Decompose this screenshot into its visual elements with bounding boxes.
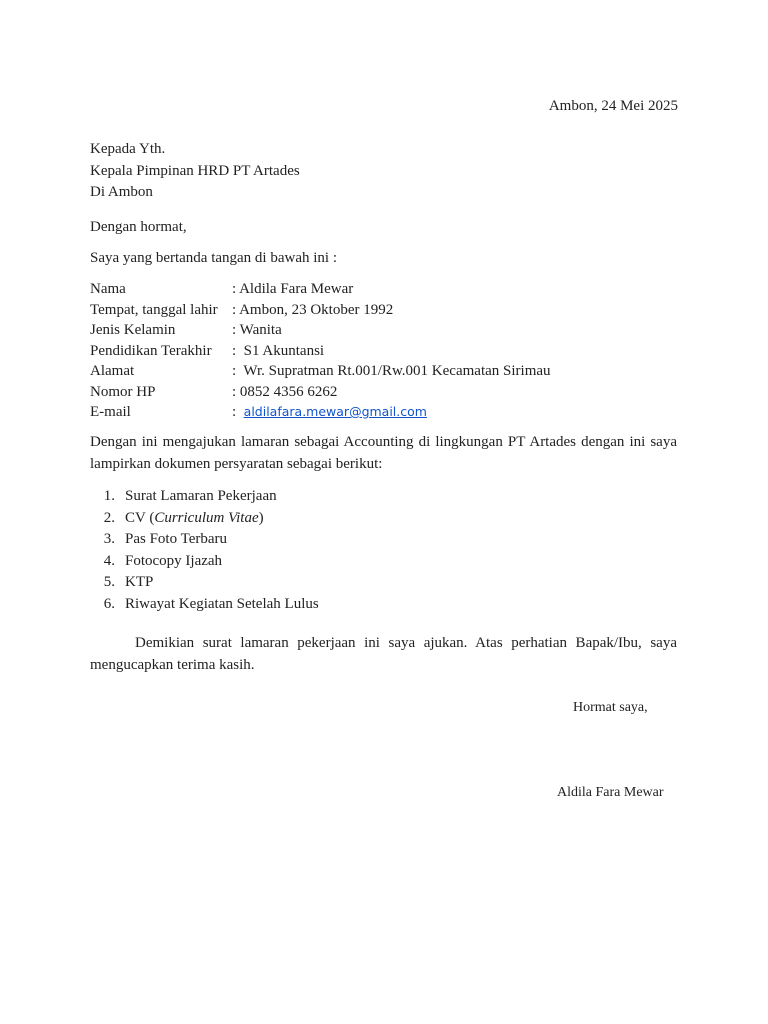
list-text-suffix: ) [258,509,264,526]
greeting: Dengan hormat, [90,219,187,235]
data-row-birth [90,300,690,321]
data-value: : Aldila Fara Mewar [232,281,354,297]
list-text: Surat Lamaran Pekerjaan [125,488,277,504]
recipient-line-1: Kepada Yth. [90,141,166,157]
closing-text: Demikian surat lamaran pekerjaan ini saya ajukan. Atas perhatian Bapak/Ibu, saya mengucapkan terima kasih. [90,635,677,673]
data-row-address [90,361,690,382]
data-row-gender [90,320,690,341]
letter-date: Ambon, 24 Mei 2025 [548,98,678,114]
list-number: 6. [103,595,115,612]
list-text: KTP [125,574,154,591]
list-item [90,572,319,594]
data-value: : Wanita [232,322,282,338]
list-text-prefix: CV ( [125,509,155,526]
intro-sentence: Saya yang bertanda tangan di bawah ini : [90,250,338,266]
data-row-education [90,341,690,362]
email-separator: : [232,404,237,420]
applicant-data-table [90,279,690,423]
closing-paragraph [90,632,677,676]
list-text [125,508,264,530]
data-row-email [90,402,690,423]
list-number: 4. [103,552,115,569]
signer-name: Aldila Fara Mewar [557,785,664,800]
application-paragraph: Dengan ini mengajukan lamaran sebagai Accounting di lingkungan PT Artades dengan ini saya lampirkan dokumen persyaratan sebagai berikut: [90,434,677,472]
data-label: Alamat [90,363,135,379]
list-number: 1. [103,488,115,504]
regards-text: Hormat saya, [573,700,648,715]
data-row-name [90,279,690,300]
data-value: : 0852 4356 6262 [232,383,338,400]
data-label: Pendidikan Terakhir [90,342,212,359]
recipient-block [90,139,300,204]
email-link[interactable]: aldilafara.mewar@gmail.com [243,404,427,419]
data-label: Nomor HP [90,383,156,400]
list-item [90,508,319,530]
data-value [232,402,427,423]
list-number: 3. [103,531,115,548]
list-item [90,551,319,573]
list-item [90,486,319,508]
list-item [90,529,319,551]
data-row-phone [90,382,690,403]
data-label: Tempat, tanggal lahir [90,301,218,318]
data-value: : S1 Akuntansi [232,342,325,359]
data-value: : Ambon, 23 Oktober 1992 [232,301,394,318]
list-text: Pas Foto Terbaru [125,531,227,548]
documents-list [90,486,319,616]
data-label: Jenis Kelamin [90,322,176,338]
list-number: 2. [103,509,115,526]
recipient-line-2: Kepala Pimpinan HRD PT Artades [90,162,300,179]
list-number: 5. [103,574,115,591]
data-label: Nama [90,281,126,297]
list-text-italic: Curriculum Vitae [154,509,259,526]
list-text: Fotocopy Ijazah [125,552,223,569]
data-value: : Wr. Supratman Rt.001/Rw.001 Kecamatan Sirimau [232,363,551,379]
data-label: E-mail [90,404,131,420]
list-item [90,594,319,616]
recipient-line-3: Di Ambon [90,184,153,200]
list-text: Riwayat Kegiatan Setelah Lulus [125,595,319,612]
